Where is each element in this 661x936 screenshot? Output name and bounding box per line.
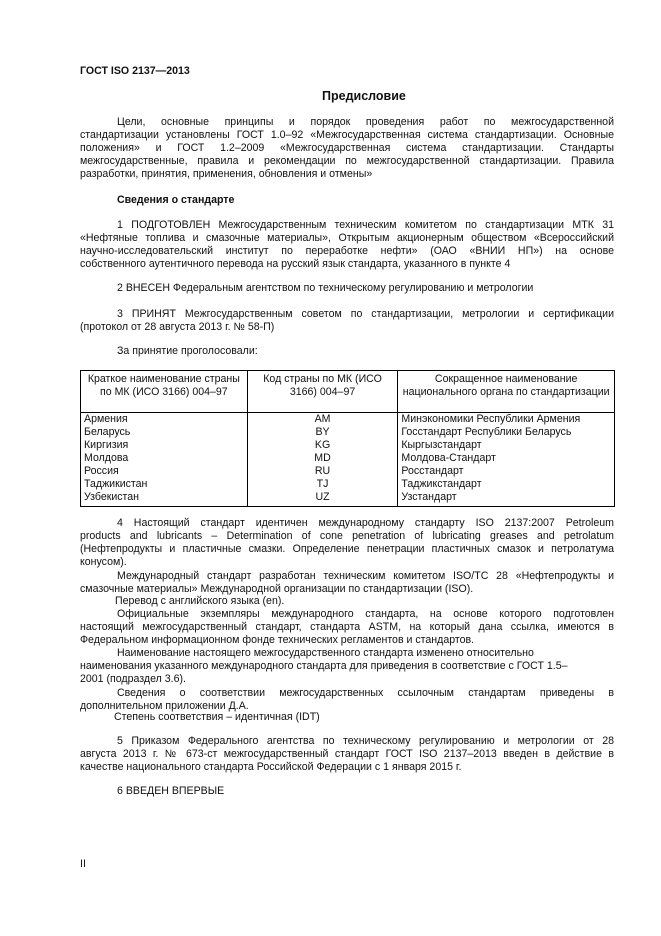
text-line: Степень соответствия – идентичная (IDT) bbox=[114, 711, 320, 723]
page-number: II bbox=[80, 858, 86, 870]
item-2-paragraph bbox=[80, 282, 614, 295]
text-line: Наименование настоящего межгосударственного стандарта изменено относительно bbox=[117, 647, 534, 659]
text-line: дополнительном приложении Д.А. bbox=[80, 700, 249, 712]
text-line: 4 Настоящий стандарт идентичен международному стандарту ISO 2137:2007 Petroleum bbox=[117, 517, 614, 529]
section-heading: Сведения о стандарте bbox=[117, 194, 235, 206]
cell-country: Молдова bbox=[81, 452, 248, 465]
item-4-degree bbox=[77, 711, 611, 724]
text-line: стандартизации установлены ГОСТ 1.0–92 «Межгосударственная система стандартизации. Основные bbox=[80, 129, 614, 141]
text-line: products and lubricants – Determination of cone penetration of lubricating greases and petrolatum bbox=[80, 530, 614, 542]
text-line: положения» и ГОСТ 1.2–2009 «Межгосударственная система стандартизации. Стандарты bbox=[80, 142, 614, 154]
table-row bbox=[81, 465, 615, 478]
cell-body: Узстандарт bbox=[398, 491, 615, 507]
item-4-official-paragraph bbox=[80, 608, 614, 647]
text-line: 2001 (подраздел 3.6). bbox=[80, 673, 186, 685]
text-line: Федеральном информационном фонде технических регламентов и стандартов. bbox=[80, 634, 475, 646]
table-row bbox=[81, 426, 615, 439]
item-1-paragraph bbox=[80, 219, 614, 271]
table-row bbox=[81, 439, 615, 452]
text-line: Цели, основные принципы и порядок проведения работ по межгосударственной bbox=[117, 116, 614, 128]
cell-body: Таджикстандарт bbox=[398, 478, 615, 491]
cell-body: Росстандарт bbox=[398, 465, 615, 478]
cell-code: KG bbox=[247, 439, 398, 452]
text-line: собственного аутентичного перевода на русский язык стандарта, указанного в пункте 4 bbox=[80, 258, 511, 270]
item-4-tc-paragraph bbox=[80, 570, 614, 596]
table-row bbox=[81, 413, 615, 427]
text-line: конусом). bbox=[80, 556, 127, 568]
cell-country: Узбекистан bbox=[81, 491, 248, 507]
text-line: качестве национального стандарта Российской Федерации с 1 января 2015 г. bbox=[80, 761, 462, 773]
cell-code: AM bbox=[247, 413, 398, 427]
text-line: «Нефтяные топлива и смазочные материалы», Открытым акционерным обществом «Всероссийский bbox=[80, 232, 614, 244]
cell-code: TJ bbox=[247, 478, 398, 491]
text-line: научно-исследовательский институт по переработке нефти» (ОАО «ВНИИ НП») на основе bbox=[80, 245, 614, 257]
cell-body: Госстандарт Республики Беларусь bbox=[398, 426, 615, 439]
table-row bbox=[81, 452, 615, 465]
item-4-translation bbox=[78, 595, 612, 608]
cell-country: Армения bbox=[81, 413, 248, 427]
text-line: Сведения о соответствии межгосударственных ссылочным стандартам приведены в bbox=[117, 687, 614, 699]
text-line: 5 Приказом Федерального агентства по техническому регулированию и метрологии от 28 bbox=[117, 735, 614, 747]
page-title: Предисловие bbox=[322, 89, 406, 103]
voting-countries-table bbox=[80, 370, 615, 507]
header-country: Краткое наименование страны по МК (ИСО 3166) 004–97 bbox=[81, 371, 248, 413]
text-line: разработки, принятия, применения, обновления и отмены» bbox=[80, 168, 373, 180]
text-line: (Нефтепродукты и пластичные смазки. Определение пенетрации пластичных смазок и петролатума bbox=[80, 543, 614, 555]
text-line: 6 ВВЕДЕН ВПЕРВЫЕ bbox=[117, 785, 225, 797]
item-3-paragraph bbox=[80, 308, 614, 334]
voted-label bbox=[80, 345, 614, 358]
table-header-row bbox=[81, 371, 615, 413]
item-4-name-paragraph bbox=[80, 647, 614, 686]
cell-country: Россия bbox=[81, 465, 248, 478]
item-6-paragraph bbox=[80, 785, 614, 798]
cell-country: Киргизия bbox=[81, 439, 248, 452]
text-line: межгосударственные, правила и рекомендации по межгосударственной стандартизации. Правила bbox=[80, 155, 614, 167]
table-row bbox=[81, 478, 615, 491]
header-code: Код страны по МК (ИСО 3166) 004–97 bbox=[247, 371, 398, 413]
text-line: Официальные экземпляры международного стандарта, на основе которого подготовлен bbox=[117, 608, 614, 620]
text-line: настоящий межгосударственный стандарт, стандарта ASTM, на который дана ссылка, имеются в bbox=[80, 621, 614, 633]
header-body: Сокращенное наименование национального органа по стандартизации bbox=[398, 371, 615, 413]
cell-body: Кыргызстандарт bbox=[398, 439, 615, 452]
text-line: 1 ПОДГОТОВЛЕН Межгосударственным техническим комитетом по стандартизации МТК 31 bbox=[117, 219, 614, 231]
cell-country: Беларусь bbox=[81, 426, 248, 439]
document-id: ГОСТ ISO 2137—2013 bbox=[80, 65, 190, 77]
table-row bbox=[81, 491, 615, 507]
text-line: августа 2013 г. № 673-ст межгосударственный стандарт ГОСТ ISO 2137–2013 введен в действие в bbox=[80, 748, 614, 760]
cell-code: MD bbox=[247, 452, 398, 465]
text-line: (протокол от 28 августа 2013 г. № 58-П) bbox=[80, 321, 275, 333]
text-line: Перевод с английского языка (en). bbox=[115, 595, 285, 607]
cell-country: Таджикистан bbox=[81, 478, 248, 491]
text-line: смазочные материалы» Международной организации по стандартизации (ISO). bbox=[80, 583, 474, 595]
cell-body: Молдова-Стандарт bbox=[398, 452, 615, 465]
text-line: За принятие проголосовали: bbox=[117, 345, 258, 357]
item-4-refs-paragraph bbox=[80, 687, 614, 713]
text-line: наименования указанного международного стандарта для приведения в соответствие с ГОСТ 1.5– bbox=[80, 660, 568, 672]
intro-paragraph bbox=[80, 116, 614, 181]
text-line: 3 ПРИНЯТ Межгосударственным советом по стандартизации, метрологии и сертификации bbox=[117, 308, 614, 320]
text-line: Международный стандарт разработан техническим комитетом ISO/TC 28 «Нефтепродукты и bbox=[117, 570, 614, 582]
cell-code: RU bbox=[247, 465, 398, 478]
text-line: 2 ВНЕСЕН Федеральным агентством по техническому регулированию и метрологии bbox=[117, 282, 534, 294]
cell-body: Минэкономики Республики Армения bbox=[398, 413, 615, 427]
cell-code: UZ bbox=[247, 491, 398, 507]
cell-code: BY bbox=[247, 426, 398, 439]
item-4-paragraph bbox=[80, 517, 614, 569]
item-5-paragraph bbox=[80, 735, 614, 774]
